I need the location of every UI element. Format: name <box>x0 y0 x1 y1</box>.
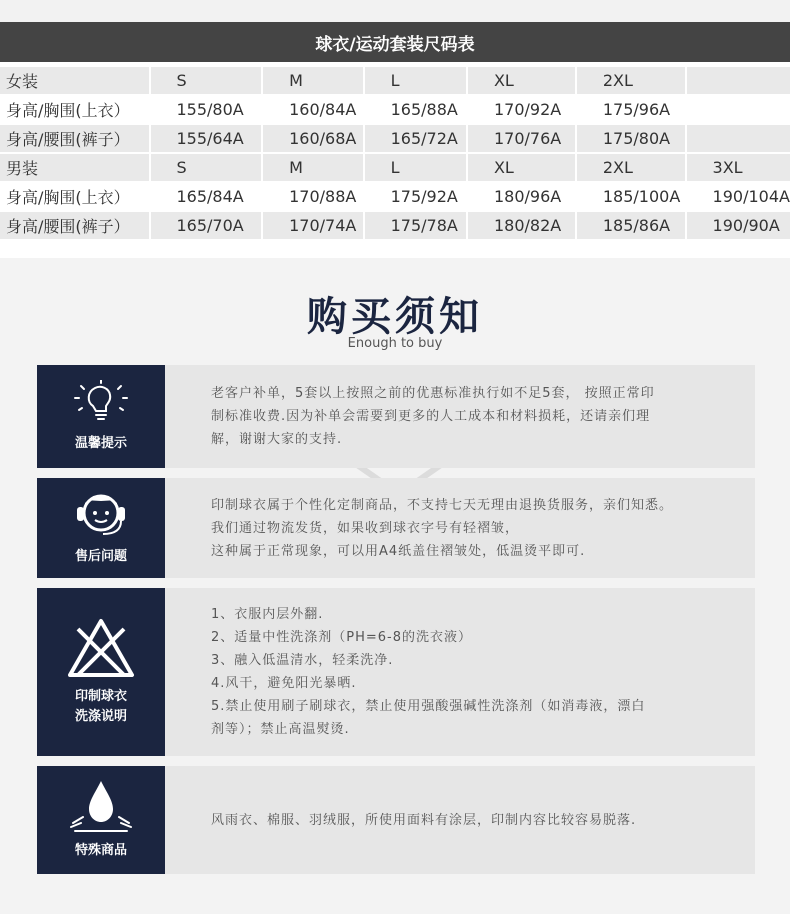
size-row-label: 身高/胸围(上衣） <box>0 96 149 125</box>
notice-card-text <box>165 478 755 578</box>
size-cell: 190/104A <box>685 183 790 212</box>
notice-line: 3、融入低温清水，轻柔洗净. <box>211 653 394 668</box>
notice-title: 购买须知 <box>307 294 483 340</box>
notice-line: 这种属于正常现象，可以用A4纸盖住褶皱处，低温烫平即可. <box>211 543 586 559</box>
notice-card-special <box>37 766 755 874</box>
size-row-label: 男装 <box>0 154 149 183</box>
notice-line: 5.禁止使用刷子刷球衣，禁止使用强酸强碱性洗涤剂（如消毒液，漂白 <box>211 699 646 714</box>
notice-card-text <box>165 588 755 756</box>
size-cell: 165/84A <box>149 183 262 212</box>
size-cell: XL <box>466 67 575 96</box>
size-cell: M <box>261 154 363 183</box>
size-cell: XL <box>466 154 575 183</box>
notice-line: 印制球衣属于个性化定制商品，不支持七天无理由退换货服务，亲们知悉。 <box>211 497 674 513</box>
size-cell: 170/92A <box>466 96 575 125</box>
notice-line: 老客户补单，5套以上按照之前的优惠标准执行如不足5套， 按照正常印 <box>211 386 655 401</box>
size-cell: 185/100A <box>575 183 685 212</box>
no-wash-icon <box>66 617 136 679</box>
size-cell: 2XL <box>575 154 685 183</box>
size-cell: 3XL <box>685 154 790 183</box>
size-cell: 170/76A <box>466 125 575 154</box>
notice-card-washing <box>37 588 755 756</box>
size-cell: S <box>149 67 262 96</box>
size-table <box>0 67 790 241</box>
size-chart-title: 球衣/运动套装尺码表 <box>0 22 790 62</box>
notice-line: 4.风干，避免阳光暴晒. <box>211 676 357 691</box>
size-cell: 185/86A <box>575 212 685 241</box>
lightbulb-icon <box>73 380 129 426</box>
notice-card-text <box>165 365 755 468</box>
notice-card-text <box>165 766 755 874</box>
size-cell: 175/96A <box>575 96 685 125</box>
size-row <box>0 125 790 154</box>
notice-line: 解，谢谢大家的支持. <box>211 432 343 447</box>
size-row-label: 身高/腰围(裤子） <box>0 125 149 154</box>
size-row <box>0 96 790 125</box>
size-row-label: 身高/腰围(裤子） <box>0 212 149 241</box>
water-drop-icon <box>69 779 133 833</box>
size-row <box>0 212 790 241</box>
notice-card-label: 印制球衣 洗涤说明 <box>74 689 127 724</box>
notice-line: 剂等）；禁止高温熨烫. <box>211 722 350 737</box>
size-cell: 175/92A <box>363 183 466 212</box>
size-row-label: 女装 <box>0 67 149 96</box>
size-cell: 165/88A <box>363 96 466 125</box>
size-cell: 160/68A <box>261 125 363 154</box>
notice-line: 风雨衣、棉服、羽绒服，所使用面料有涂层，印制内容比较容易脱落. <box>211 812 637 828</box>
notice-card-icon-box <box>37 588 165 756</box>
size-cell <box>685 125 790 154</box>
notice-line: 我们通过物流发货，如果收到球衣字号有轻褶皱， <box>211 520 520 536</box>
size-row-label: 身高/胸围(上衣） <box>0 183 149 212</box>
size-cell: 155/80A <box>149 96 262 125</box>
size-cell: 170/88A <box>261 183 363 212</box>
size-cell: M <box>261 67 363 96</box>
notice-card-icon-box <box>37 478 165 578</box>
notice-card-icon-box <box>37 766 165 874</box>
notice-line: 2、适量中性洗涤剂（PH=6-8的洗衣液） <box>211 630 473 645</box>
notice-card-label: 特殊商品 <box>74 843 127 858</box>
size-cell: 165/70A <box>149 212 262 241</box>
size-cell: 180/82A <box>466 212 575 241</box>
notice-line: 1、衣服内层外翻. <box>211 607 324 622</box>
size-cell: 160/84A <box>261 96 363 125</box>
notice-card-label: 温馨提示 <box>74 435 127 451</box>
size-row <box>0 183 790 212</box>
notice-card-icon-box <box>37 365 165 468</box>
size-row <box>0 67 790 96</box>
notice-line: 制标准收费.因为补单会需要到更多的人工成本和材料损耗，还请亲们理 <box>211 409 651 424</box>
notice-card-after-sales <box>37 478 755 578</box>
size-cell: 175/78A <box>363 212 466 241</box>
headset-icon <box>73 489 129 539</box>
size-cell: 2XL <box>575 67 685 96</box>
top-band <box>0 0 790 22</box>
size-cell: S <box>149 154 262 183</box>
size-row <box>0 154 790 183</box>
size-cell <box>685 67 790 96</box>
size-cell: 165/72A <box>363 125 466 154</box>
notice-card-tips <box>37 365 755 468</box>
notice-subtitle: Enough to buy <box>347 336 443 351</box>
notice-card-label: 售后问题 <box>74 549 127 564</box>
size-cell: 155/64A <box>149 125 262 154</box>
size-cell <box>685 96 790 125</box>
size-cell: 180/96A <box>466 183 575 212</box>
size-cell: 170/74A <box>261 212 363 241</box>
size-cell: L <box>363 154 466 183</box>
size-cell: 175/80A <box>575 125 685 154</box>
size-cell: 190/90A <box>685 212 790 241</box>
size-cell: L <box>363 67 466 96</box>
